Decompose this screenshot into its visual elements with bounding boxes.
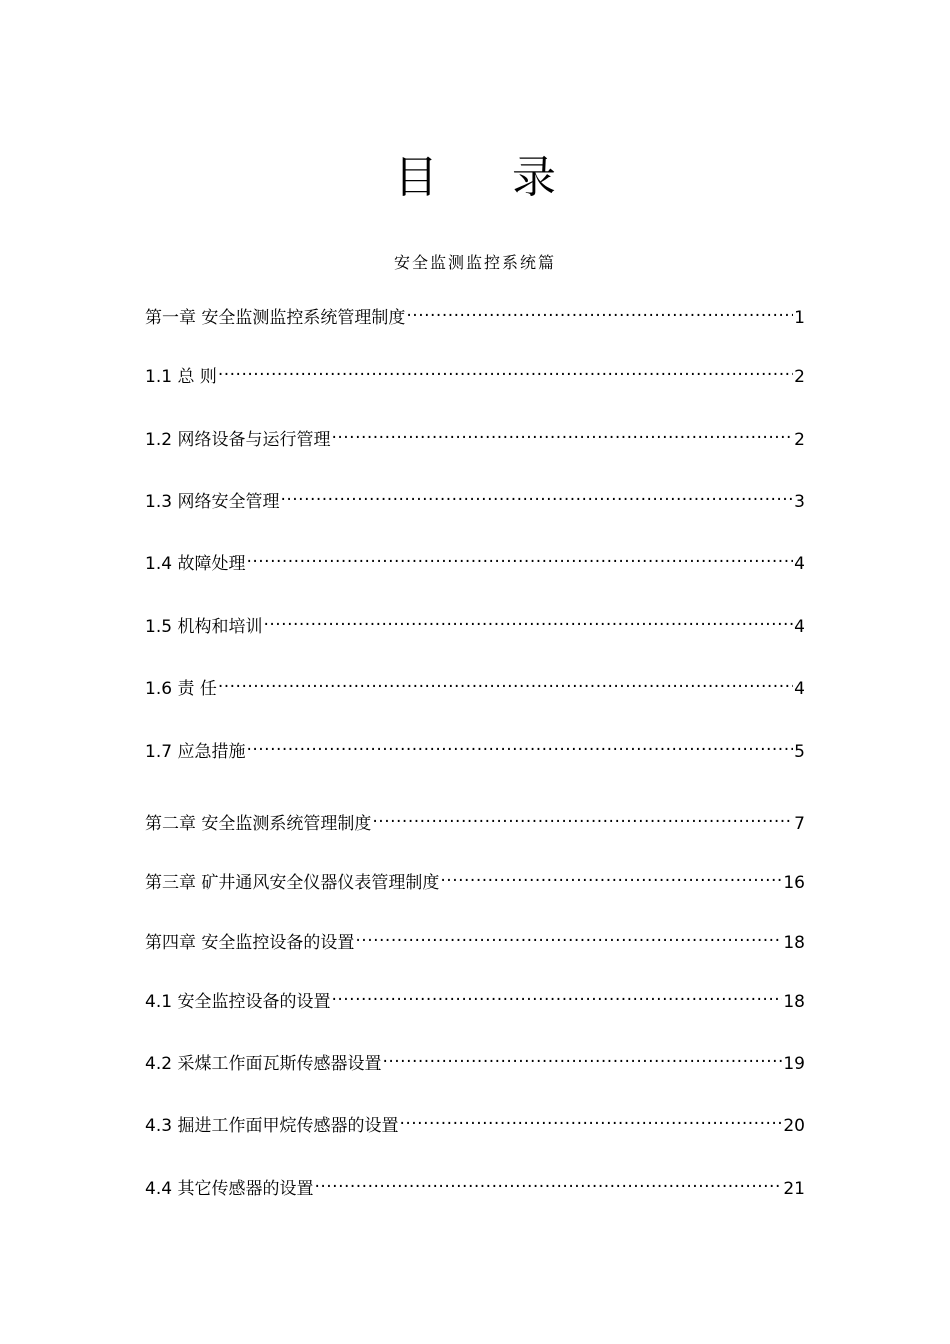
toc-title: 目 录 [394, 152, 586, 203]
dot-leader [372, 805, 793, 829]
section-title: 安全监测监控系统篇 [393, 253, 556, 272]
dot-leader [331, 983, 782, 1007]
toc-entry-page: 18 [783, 933, 805, 953]
toc-entry-1-1[interactable] [145, 358, 805, 387]
dot-leader [355, 924, 782, 948]
toc-entry-page: 4 [794, 679, 805, 699]
toc-entry-1-2[interactable] [145, 421, 805, 450]
dot-leader [382, 1045, 782, 1069]
toc-entry-page: 4 [794, 554, 805, 574]
toc-entry-page: 21 [783, 1179, 805, 1199]
dot-leader [218, 670, 793, 694]
toc-entry-chapter-4[interactable] [145, 924, 805, 953]
toc-entry-label: 4.2 采煤工作面瓦斯传感器设置 [145, 1054, 382, 1074]
dot-leader [331, 421, 793, 445]
toc-entry-chapter-1[interactable] [145, 299, 805, 328]
toc-entry-label: 第二章 安全监测系统管理制度 [145, 814, 372, 834]
toc-entry-chapter-2[interactable] [145, 805, 805, 834]
toc-entry-page: 20 [783, 1116, 805, 1136]
toc-entry-label: 第一章 安全监测监控系统管理制度 [145, 308, 406, 328]
toc-entry-label: 4.3 掘进工作面甲烷传感器的设置 [145, 1116, 399, 1136]
toc-entry-label: 1.4 故障处理 [145, 554, 246, 574]
toc-entry-page: 2 [794, 367, 805, 387]
dot-leader [246, 545, 793, 569]
toc-entry-page: 18 [783, 992, 805, 1012]
toc-entry-label: 4.4 其它传感器的设置 [145, 1179, 314, 1199]
toc-entry-4-1[interactable] [145, 983, 805, 1012]
toc-entry-label: 1.1 总 则 [145, 367, 217, 387]
toc-entry-page: 1 [794, 308, 805, 328]
toc-entry-label: 1.5 机构和培训 [145, 617, 263, 637]
toc-entry-4-4[interactable] [145, 1170, 805, 1199]
toc-entry-chapter-3[interactable] [145, 864, 805, 893]
toc-entry-page: 2 [794, 430, 805, 450]
toc-entry-label: 1.6 责 任 [145, 679, 217, 699]
toc-entry-label: 4.1 安全监控设备的设置 [145, 992, 331, 1012]
dot-leader [440, 864, 782, 888]
toc-entry-page: 4 [794, 617, 805, 637]
toc-entry-page: 5 [794, 742, 805, 762]
toc-entry-label: 1.2 网络设备与运行管理 [145, 430, 331, 450]
toc-entry-label: 第四章 安全监控设备的设置 [145, 933, 355, 953]
toc-entry-page: 3 [794, 492, 805, 512]
dot-leader [246, 733, 793, 757]
dot-leader [314, 1170, 782, 1194]
toc-entry-1-4[interactable] [145, 545, 805, 574]
toc-entry-page: 16 [783, 873, 805, 893]
toc-entry-1-6[interactable] [145, 670, 805, 699]
toc-entry-1-7[interactable] [145, 733, 805, 762]
toc-entry-4-3[interactable] [145, 1107, 805, 1136]
dot-leader [406, 299, 793, 323]
dot-leader [280, 483, 793, 507]
toc-entry-1-3[interactable] [145, 483, 805, 512]
toc-entry-label: 第三章 矿井通风安全仪器仪表管理制度 [145, 873, 440, 893]
toc-entry-label: 1.3 网络安全管理 [145, 492, 280, 512]
toc-entry-page: 19 [783, 1054, 805, 1074]
toc-entry-page: 7 [794, 814, 805, 834]
dot-leader [399, 1107, 782, 1131]
toc-entry-1-5[interactable] [145, 608, 805, 637]
toc-entry-label: 1.7 应急措施 [145, 742, 246, 762]
toc-entry-4-2[interactable] [145, 1045, 805, 1074]
dot-leader [263, 608, 793, 632]
dot-leader [218, 358, 793, 382]
